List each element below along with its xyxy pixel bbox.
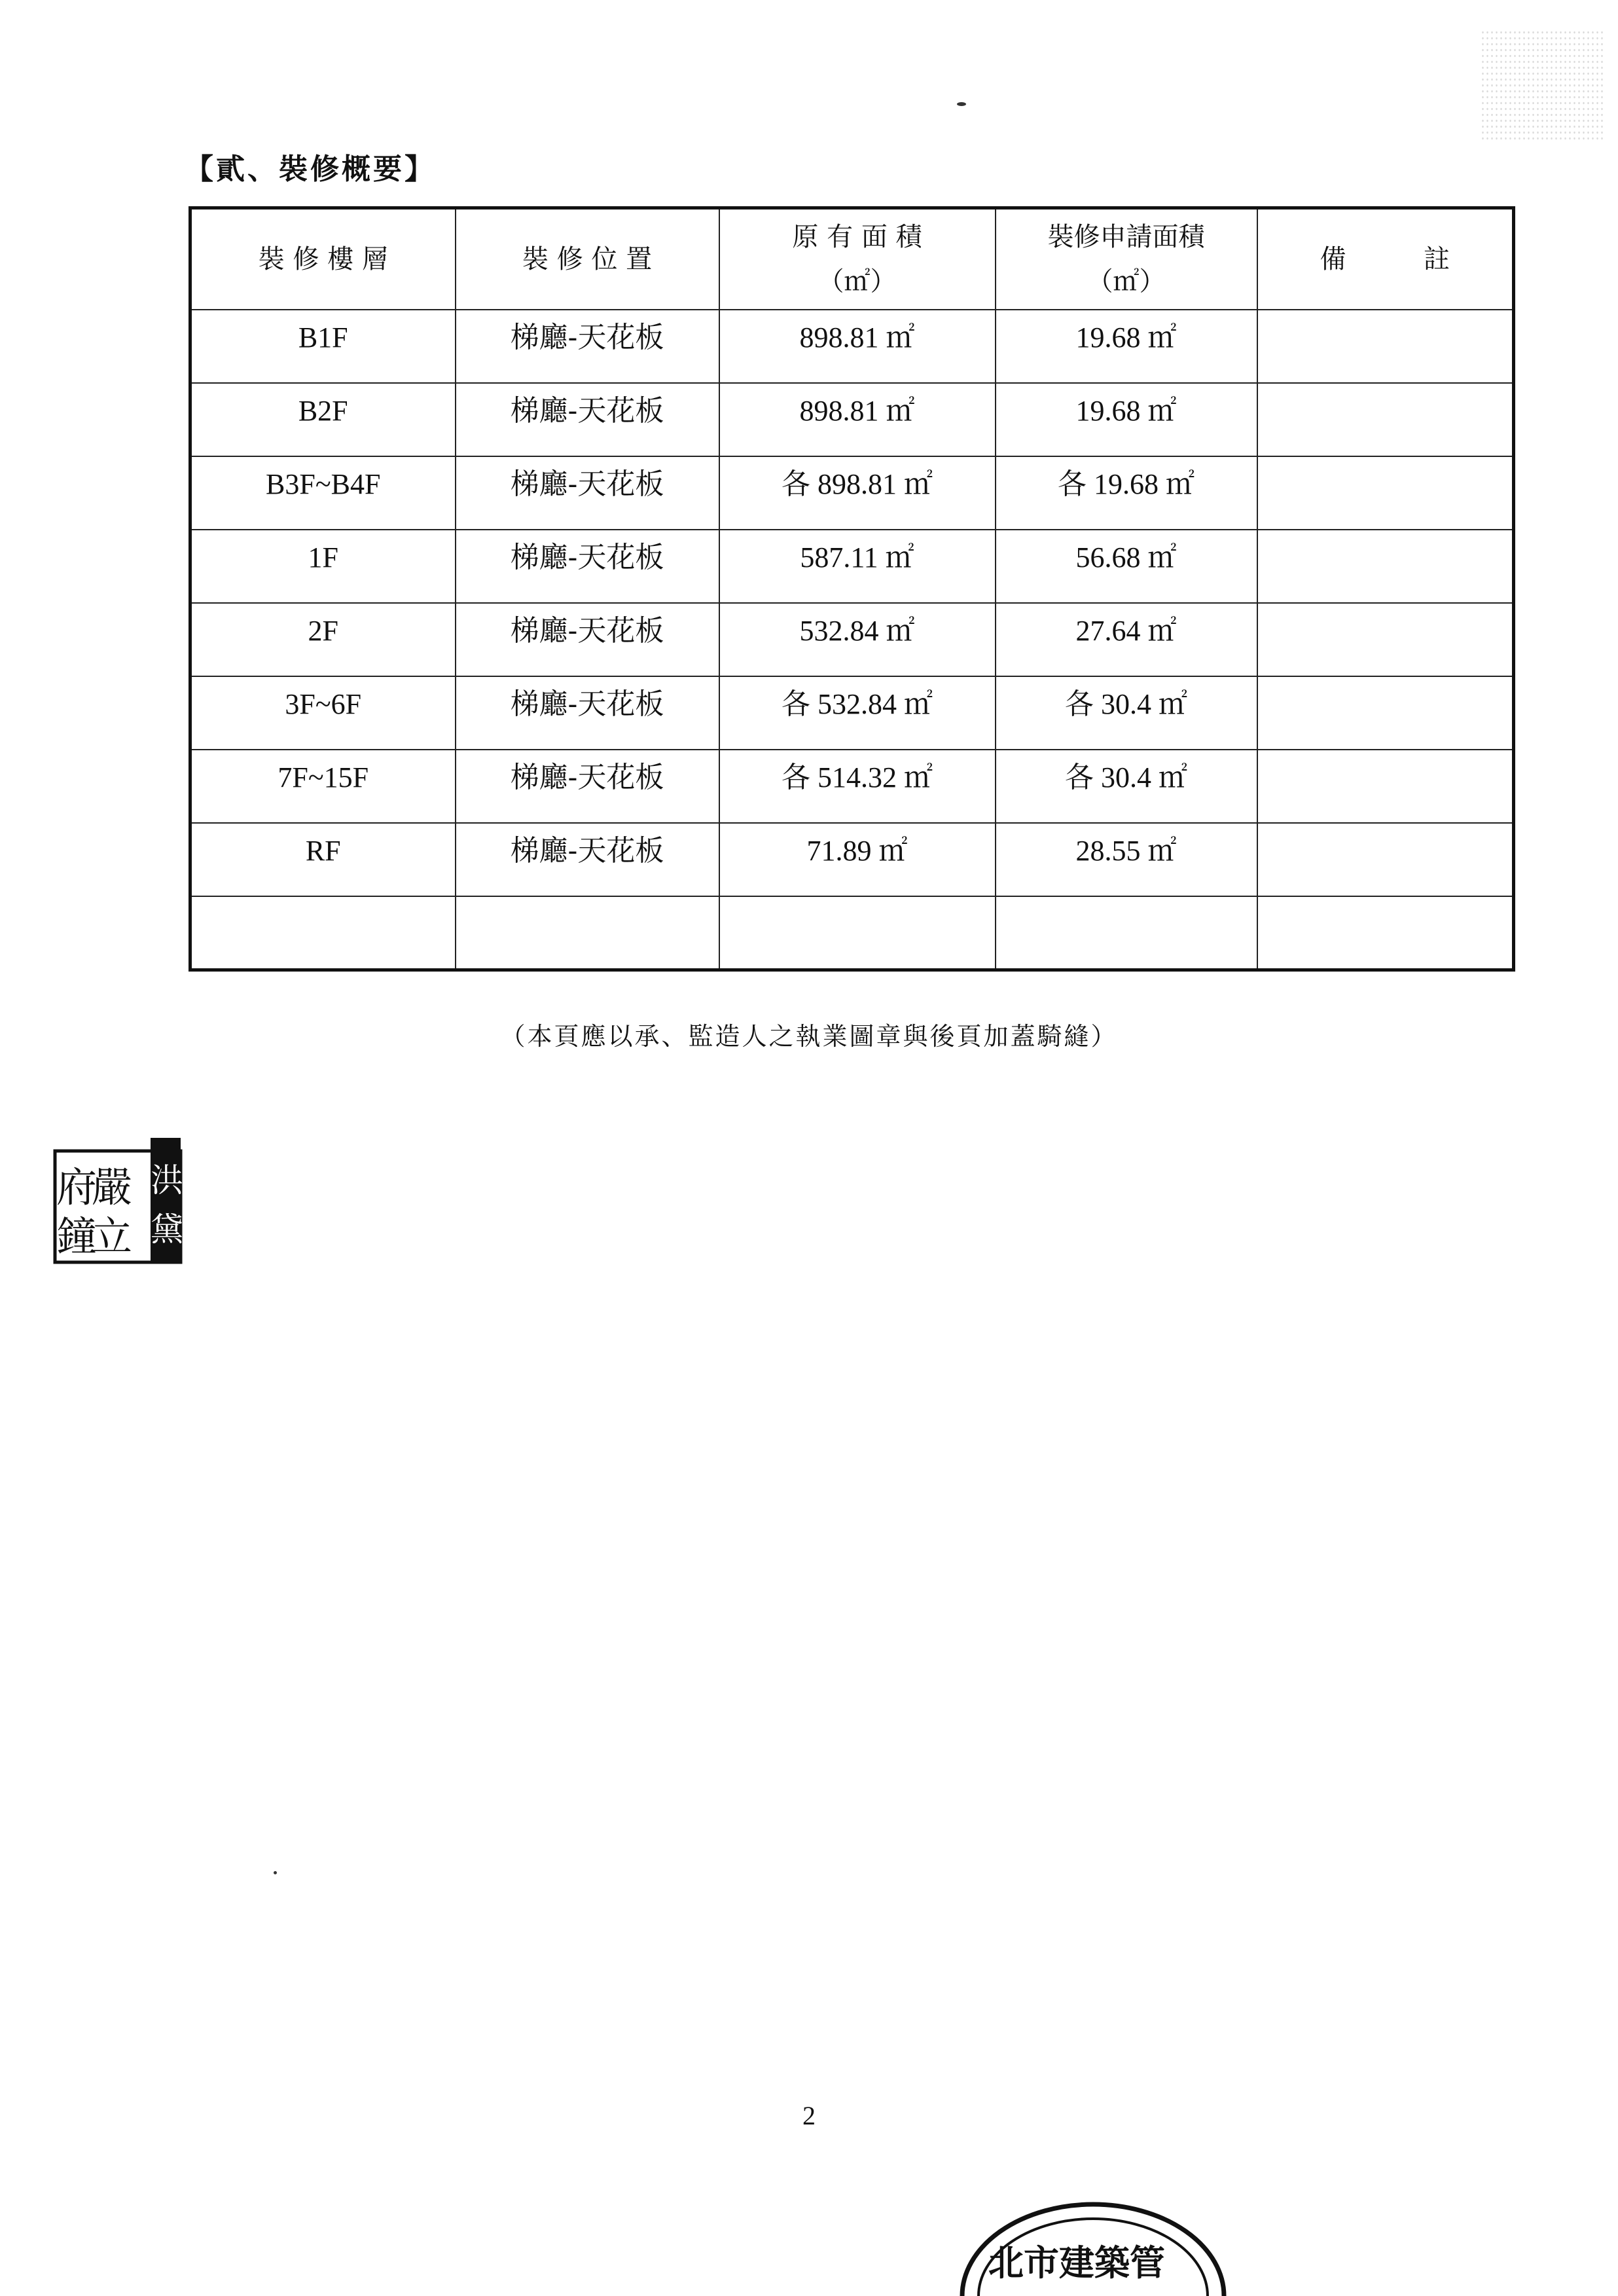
applied-area-cell: 各 30.4 ㎡ (996, 750, 1257, 823)
original-area-cell: 各 532.84 ㎡ (719, 676, 996, 750)
header-original-area-unit: （㎡） (818, 266, 897, 297)
location-cell: 梯廳-天花板 (456, 750, 719, 823)
floor-cell: 1F (190, 530, 456, 603)
remark-cell (1257, 750, 1514, 823)
header-original-area (719, 208, 996, 310)
remark-cell (1257, 456, 1514, 530)
applied-area-cell: 各 30.4 ㎡ (996, 676, 1257, 750)
floor-cell (190, 896, 456, 970)
location-cell: 梯廳-天花板 (456, 676, 719, 750)
applied-area-cell: 56.68 ㎡ (996, 530, 1257, 603)
renovation-summary-table (189, 206, 1515, 972)
table-row (190, 823, 1514, 896)
scan-speck (274, 1871, 277, 1874)
svg-text:黛: 黛 (151, 1211, 183, 1248)
floor-cell: 2F (190, 603, 456, 676)
table-row (190, 456, 1514, 530)
svg-text:立: 立 (92, 1212, 133, 1260)
remark-cell (1257, 383, 1514, 456)
table-row (190, 310, 1514, 383)
floor-cell: B2F (190, 383, 456, 456)
header-floor: 裝 修 樓 層 (190, 208, 456, 310)
scan-speck (957, 102, 966, 106)
location-cell: 梯廳-天花板 (456, 823, 719, 896)
floor-cell: B1F (190, 310, 456, 383)
table-row (190, 750, 1514, 823)
svg-text:鐘: 鐘 (56, 1212, 98, 1260)
applied-area-cell: 28.55 ㎡ (996, 823, 1257, 896)
header-original-area-label: 原 有 面 積 (792, 222, 922, 252)
applied-area-cell: 19.68 ㎡ (996, 383, 1257, 456)
svg-text:府 (56, 1163, 97, 1211)
original-area-cell (719, 896, 996, 970)
original-area-cell: 71.89 ㎡ (719, 823, 996, 896)
location-cell: 梯廳-天花板 (456, 603, 719, 676)
svg-text:洪: 洪 (151, 1161, 183, 1199)
page-number: 2 (802, 2101, 816, 2130)
location-cell (456, 896, 719, 970)
remark-cell (1257, 896, 1514, 970)
section-title: 【貳、裝修概要】 (185, 153, 436, 186)
original-area-cell: 898.81 ㎡ (719, 310, 996, 383)
seal-left-text: 府 (56, 1163, 98, 1211)
floor-cell: 7F~15F (190, 750, 456, 823)
svg-text:嚴: 嚴 (92, 1163, 133, 1211)
header-remark-b: 註 (1424, 244, 1450, 274)
original-area-cell: 532.84 ㎡ (719, 603, 996, 676)
remark-cell (1257, 310, 1514, 383)
scan-noise (1481, 29, 1605, 141)
table-row (190, 603, 1514, 676)
location-cell: 梯廳-天花板 (456, 383, 719, 456)
original-area-cell: 587.11 ㎡ (719, 530, 996, 603)
header-remark-a: 備 (1320, 244, 1346, 274)
floor-cell: B3F~B4F (190, 456, 456, 530)
location-cell: 梯廳-天花板 (456, 530, 719, 603)
header-remark (1257, 208, 1514, 310)
stamp-note: （本頁應以承、監造人之執業圖章與後頁加蓋騎縫） (500, 1022, 1118, 1051)
applied-area-cell: 各 19.68 ㎡ (996, 456, 1257, 530)
header-applied-area-unit: （㎡） (1087, 266, 1166, 297)
applied-area-cell: 27.64 ㎡ (996, 603, 1257, 676)
floor-cell: 3F~6F (190, 676, 456, 750)
table-row (190, 383, 1514, 456)
header-applied-area (996, 208, 1257, 310)
remark-cell (1257, 530, 1514, 603)
header-location: 裝 修 位 置 (456, 208, 719, 310)
table-row (190, 896, 1514, 970)
table-row (190, 530, 1514, 603)
architect-seal (52, 1133, 183, 1267)
original-area-cell: 各 514.32 ㎡ (719, 750, 996, 823)
city-building-office-seal (943, 2180, 1244, 2296)
applied-area-cell (996, 896, 1257, 970)
applied-area-cell: 19.68 ㎡ (996, 310, 1257, 383)
location-cell: 梯廳-天花板 (456, 456, 719, 530)
table-header-row (190, 208, 1514, 310)
seal-bottom-text: 北市建築管 (988, 2242, 1165, 2284)
original-area-cell: 898.81 ㎡ (719, 383, 996, 456)
remark-cell (1257, 603, 1514, 676)
location-cell: 梯廳-天花板 (456, 310, 719, 383)
original-area-cell: 各 898.81 ㎡ (719, 456, 996, 530)
table-row (190, 676, 1514, 750)
floor-cell: RF (190, 823, 456, 896)
header-applied-area-label: 裝修申請面積 (1047, 222, 1205, 252)
remark-cell (1257, 823, 1514, 896)
remark-cell (1257, 676, 1514, 750)
